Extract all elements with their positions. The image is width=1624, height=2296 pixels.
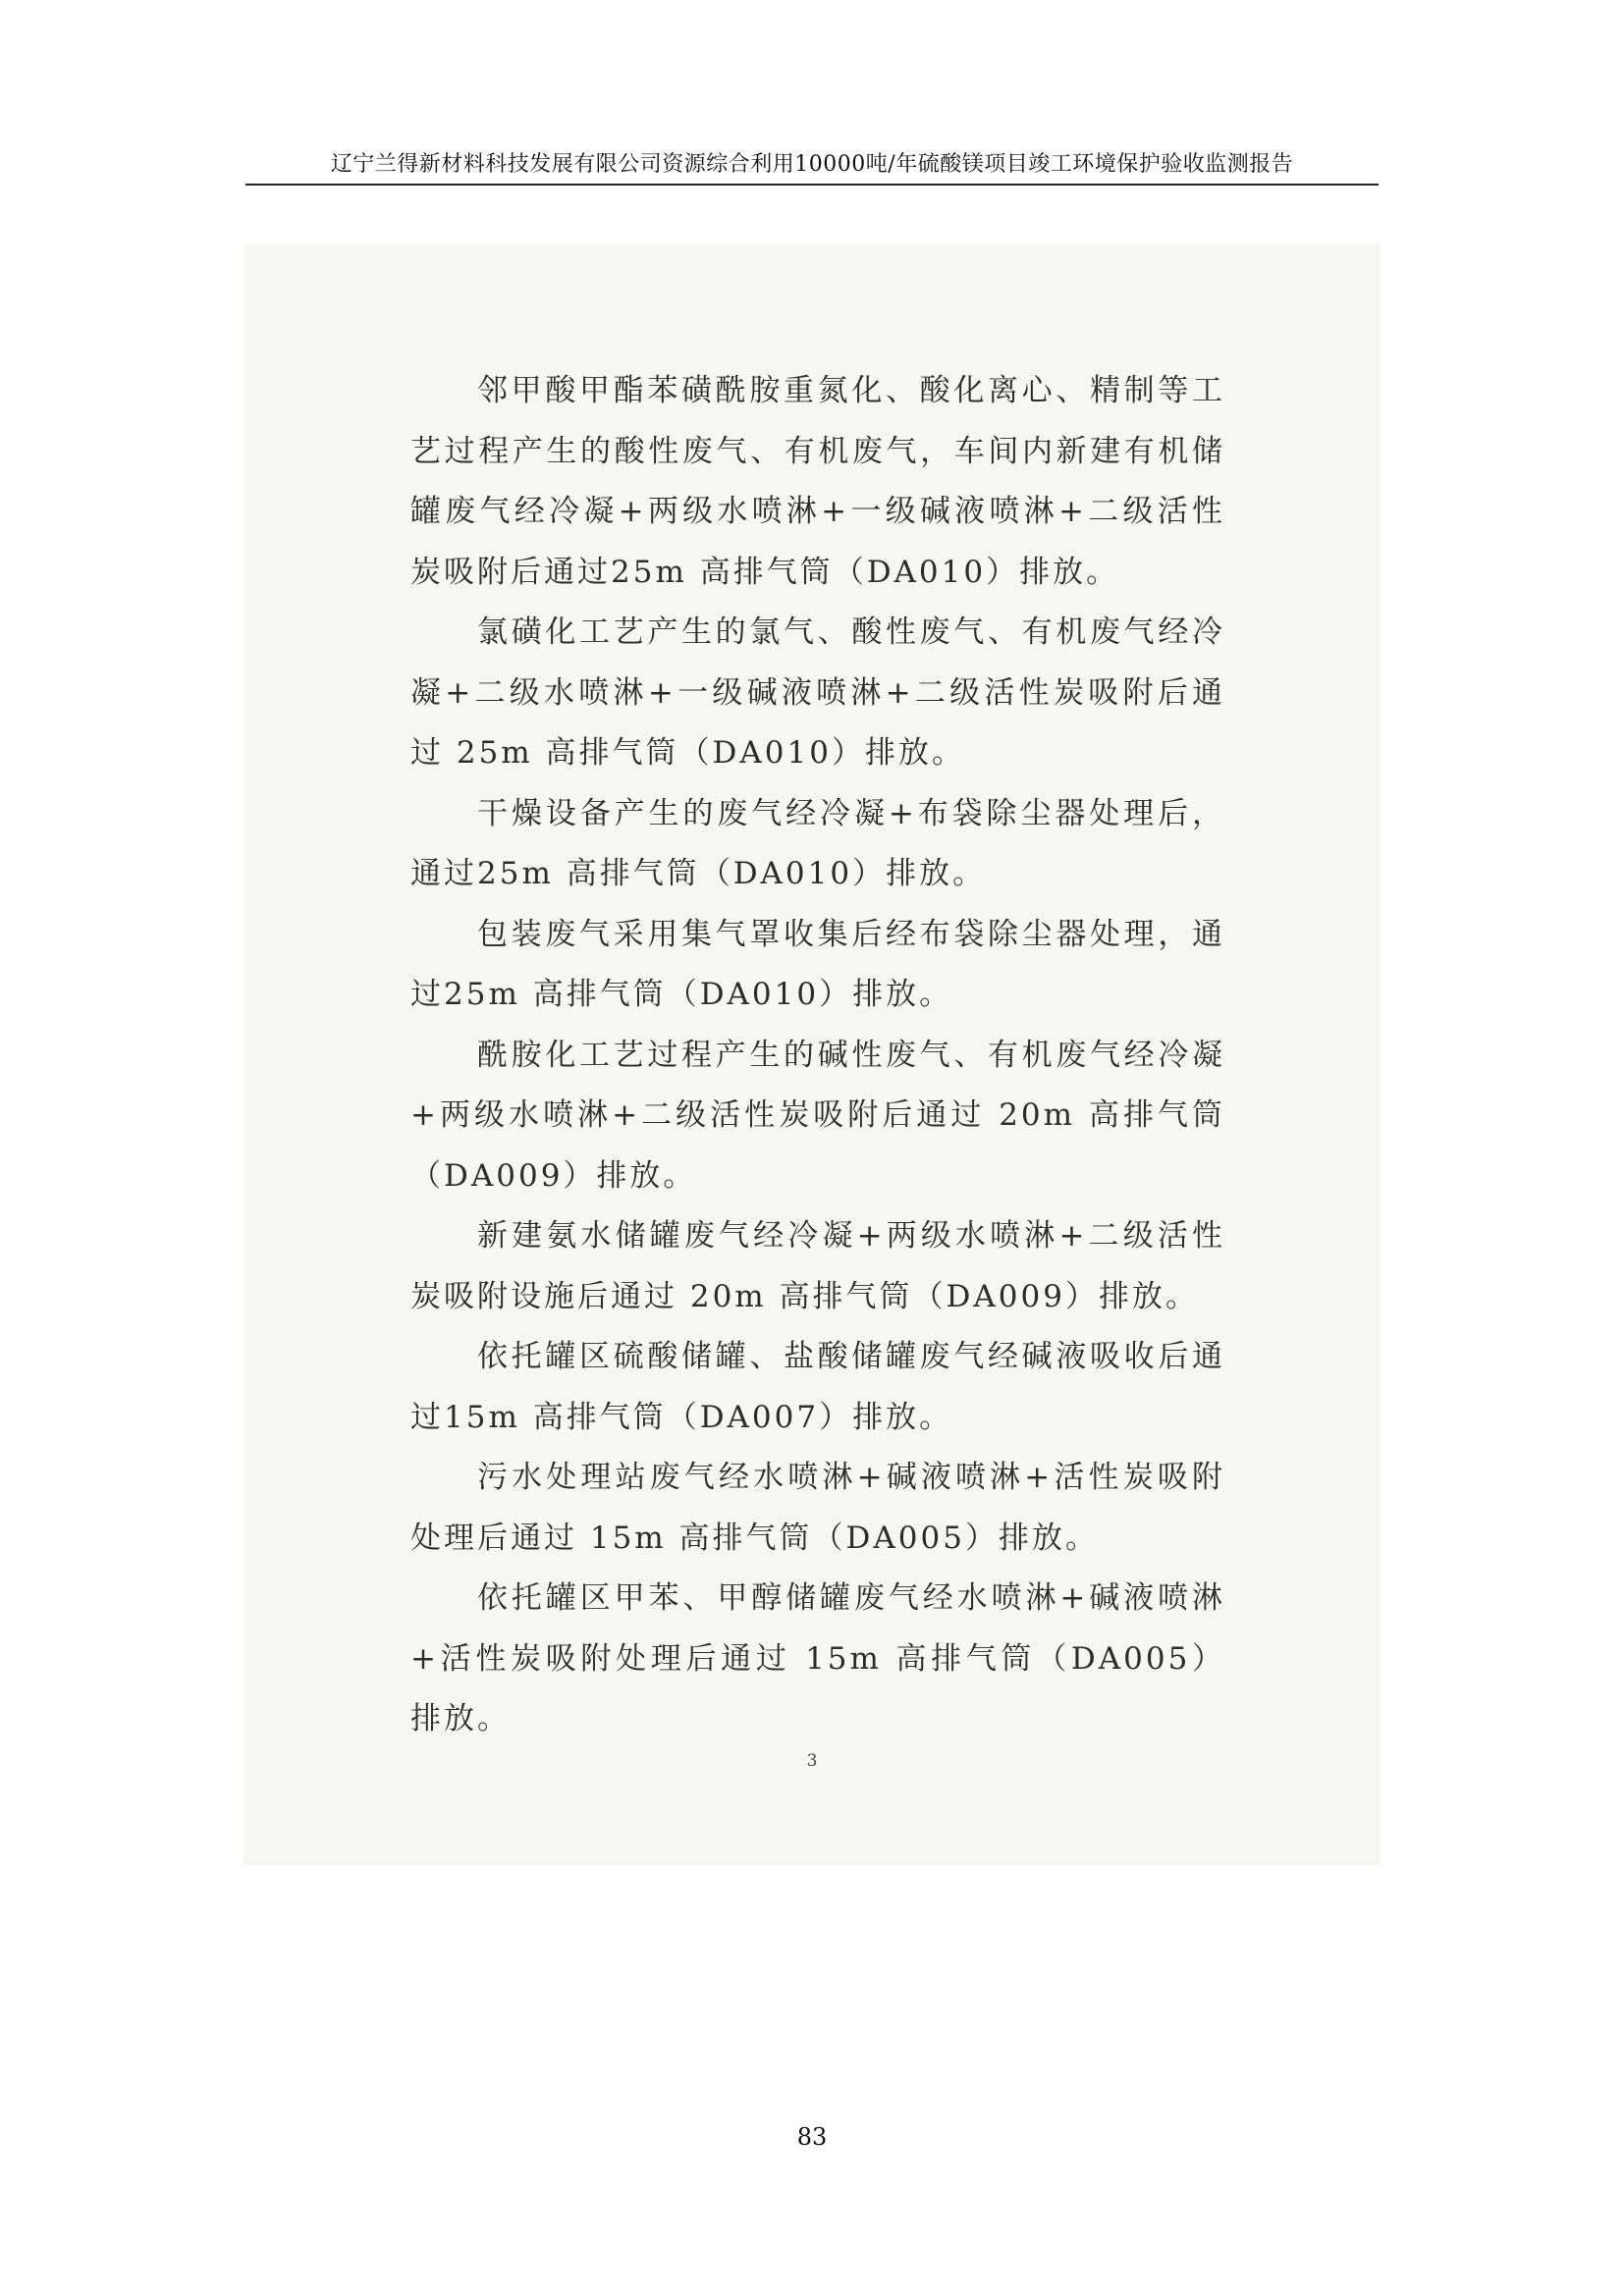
paragraph: 氯磺化工艺产生的氯气、酸性废气、有机废气经冷凝+二级水喷淋+一级碱液喷淋+二级活性炭吸附后通过 25m 高排气筒（DA010）排放。 <box>410 614 1225 771</box>
paragraph: 酰胺化工艺过程产生的碱性废气、有机废气经冷凝+两级水喷淋+二级活性炭吸附后通过 20m 高排气筒（DA009）排放。 <box>410 1037 1225 1194</box>
paragraph: 邻甲酸甲酯苯磺酰胺重氮化、酸化离心、精制等工艺过程产生的酸性废气、有机废气，车间内新建有机储罐废气经冷凝+两级水喷淋+一级碱液喷淋+二级活性炭吸附后通过25m 高排气筒（DA010）排放。 <box>410 373 1225 590</box>
paragraph: 干燥设备产生的废气经冷凝+布袋除尘器处理后，通过25m 高排气筒（DA010）排放。 <box>410 795 1225 891</box>
scanned-text-block <box>410 361 1225 1750</box>
scanned-page-number: 3 <box>806 1751 818 1771</box>
paragraph: 依托罐区硫酸储罐、盐酸储罐废气经碱液吸收后通过15m 高排气筒（DA007）排放。 <box>410 1339 1225 1435</box>
header-divider <box>245 184 1379 186</box>
paragraph: 污水处理站废气经水喷淋+碱液喷淋+活性炭吸附处理后通过 15m 高排气筒（DA005）排放。 <box>410 1460 1225 1556</box>
paragraph: 新建氨水储罐废气经冷凝+两级水喷淋+二级活性炭吸附设施后通过 20m 高排气筒（DA009）排放。 <box>410 1218 1225 1314</box>
paragraph: 包装废气采用集气罩收集后经布袋除尘器处理，通过25m 高排气筒（DA010）排放。 <box>410 916 1225 1012</box>
report-header-title: 辽宁兰得新材料科技发展有限公司资源综合利用10000吨/年硫酸镁项目竣工环境保护验收监测报告 <box>330 152 1294 177</box>
scanned-page-image <box>244 243 1380 1865</box>
paragraph: 依托罐区甲苯、甲醇储罐废气经水喷淋+碱液喷淋+活性炭吸附处理后通过 15m 高排气筒（DA005）排放。 <box>410 1580 1225 1736</box>
page-number: 83 <box>796 2123 828 2151</box>
